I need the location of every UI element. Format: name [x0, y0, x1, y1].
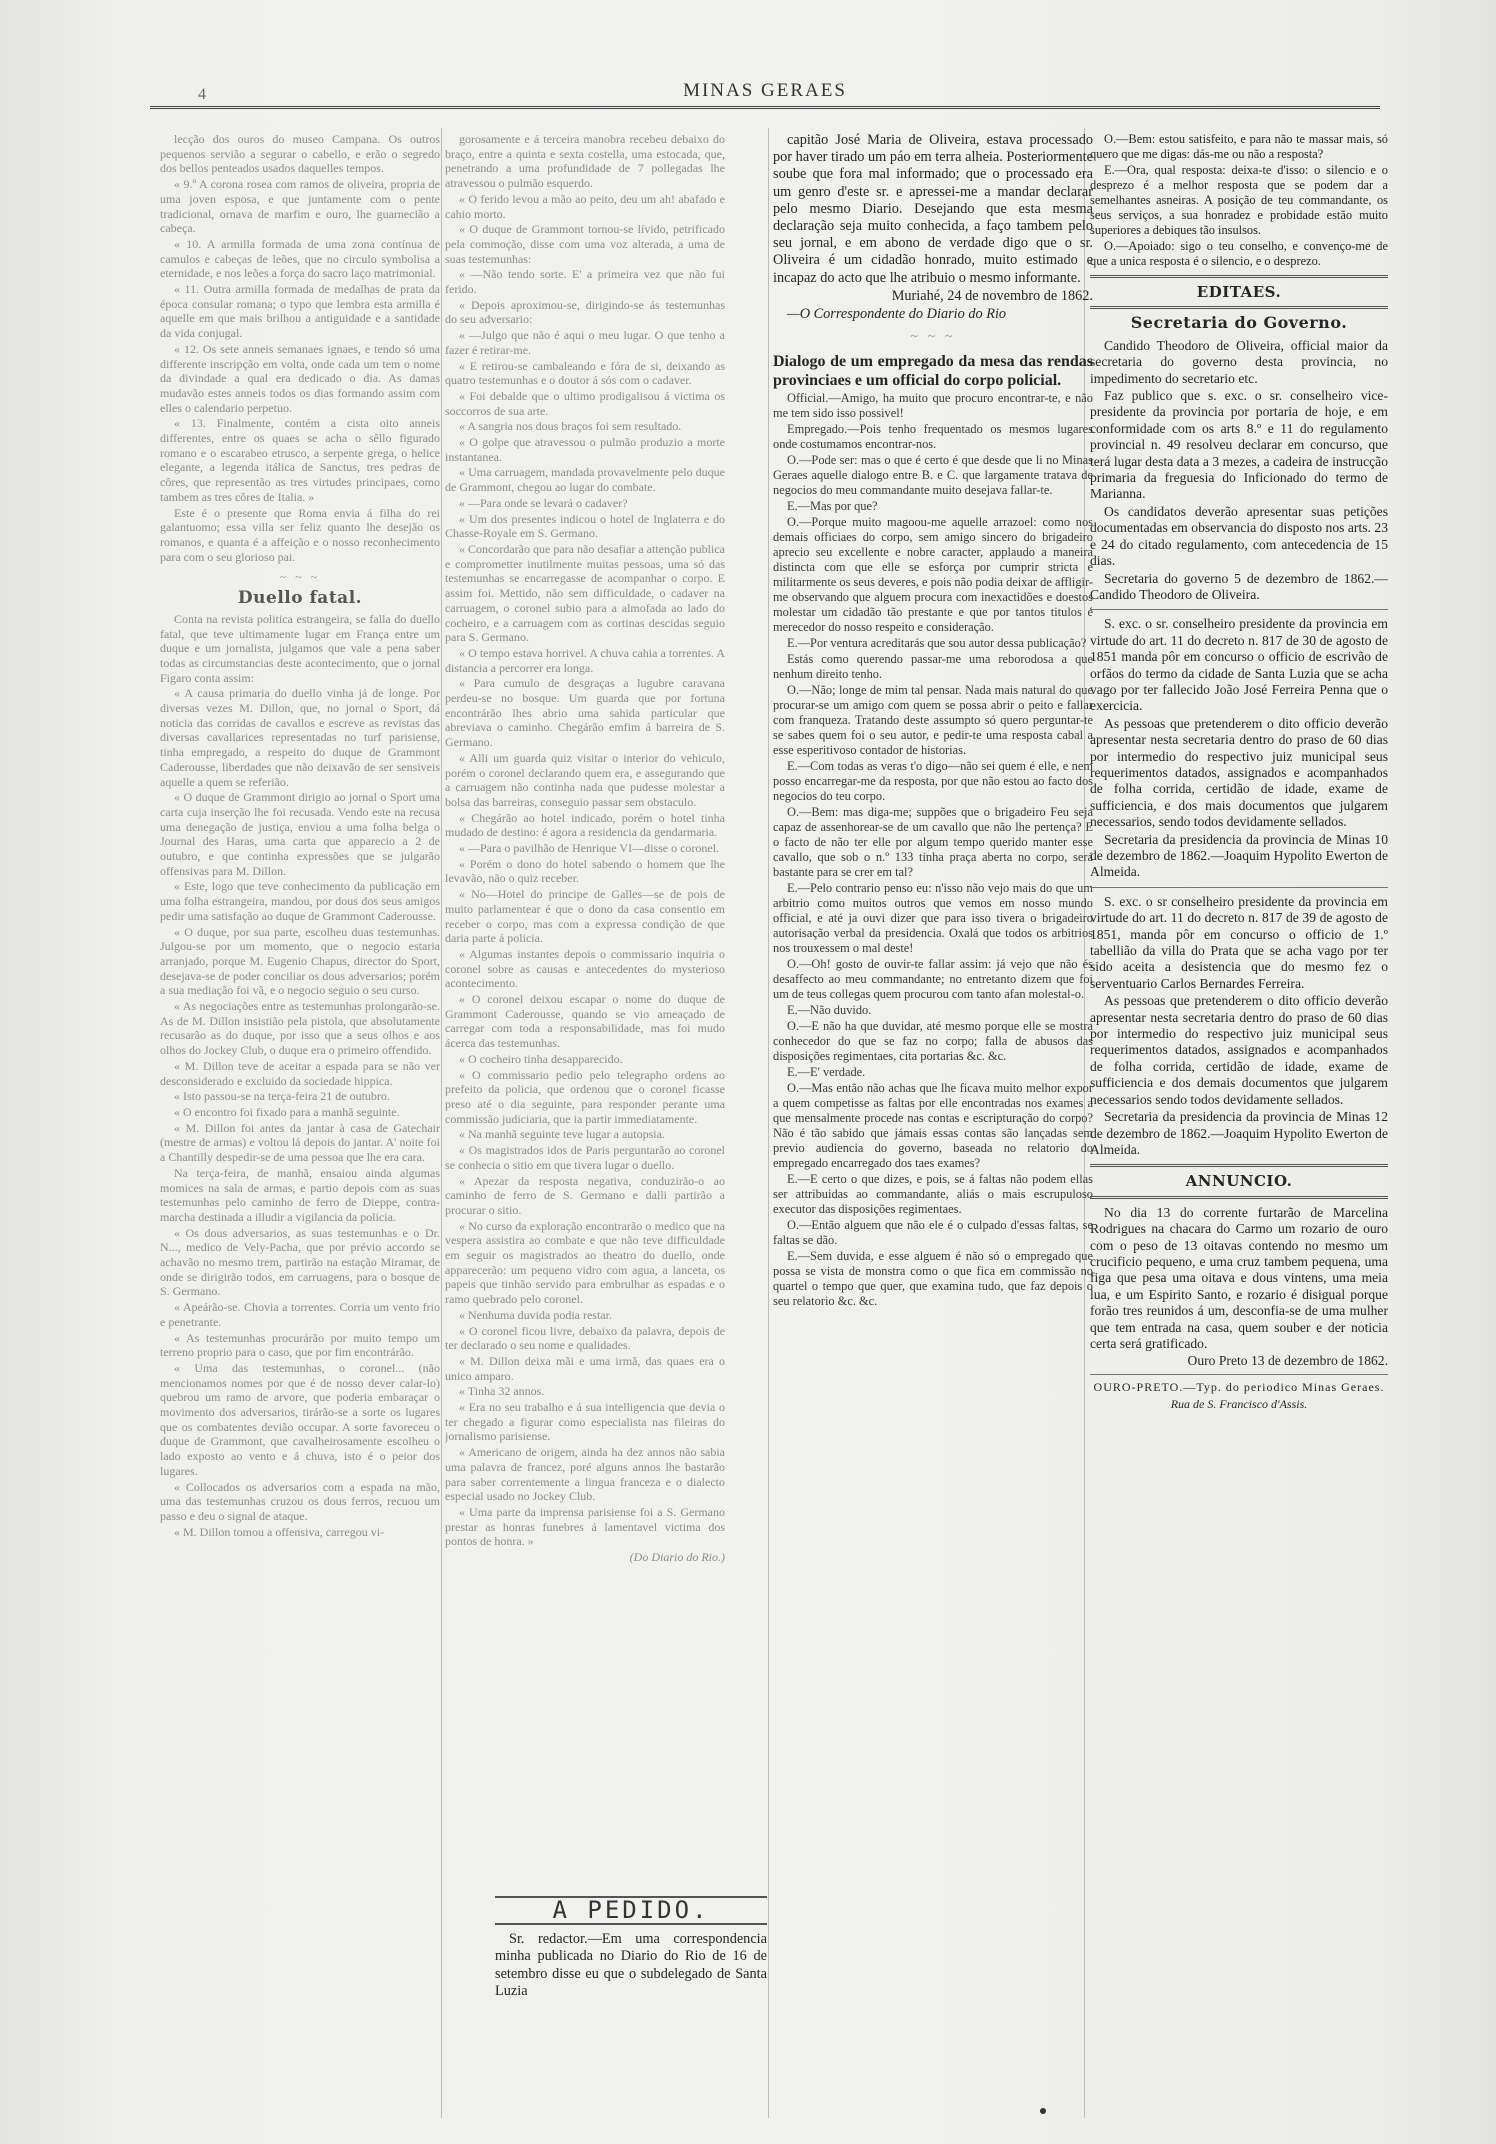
paragraph: Os candidatos deverão apresentar suas petições documentadas em observancia do disposto nos arts. 23 e 24 do citado regulamento, com antecedencia de 15 dias. — [1090, 503, 1388, 569]
paragraph: « M. Dillon teve de aceitar a espada para se não ver desconsiderado e excluido da sociedade hippica. — [160, 1058, 440, 1088]
paragraph: « O duque de Grammont tornou-se lívido, petrificado pela commoção, disse com uma voz alterada, a uma de suas testemunhas: — [445, 222, 725, 266]
paragraph: lecção dos ouros do museo Campana. Os outros pequenos servião a segurar o cabello, e erão o segredo dos bellos penteados usados daquelles tempos. — [160, 132, 440, 176]
paragraph: O.—Não; longe de mim tal pensar. Nada mais natural do que procurar-se um amigo com quem se possa abrir o peito e fallar com franqueza. Tratando deste assumpto só quero perguntar-te se sabes quem foi o seu autor, e pedir-te uma resposta cabal a esse esperitivoso contador de historias. — [773, 683, 1093, 758]
article-heading: Duello fatal. — [237, 588, 363, 609]
a-pedido-title: A PEDIDO. — [495, 1896, 767, 1925]
column-4 — [1090, 132, 1388, 2122]
paragraph: O.—Pode ser: mas o que é certo é que desde que li no Minas Geraes aquelle dialogo entre B. e C. que largamente tratava de negocios do meu commandante muito desejava fallar-te. — [773, 453, 1093, 498]
edital-2 — [1090, 616, 1388, 881]
paragraph: « Foi debalde que o ultimo prodigalisou á victima os soccorros de sua arte. — [445, 388, 725, 418]
paragraph: « Os magistrados idos de Paris perguntarão ao coronel se conhecia o sitio em que tivera lugar o duello. — [445, 1143, 725, 1172]
paragraph: « —Para onde se levará o cadaver? — [459, 495, 628, 510]
paragraph: « Algumas instantes depois o commissario inquiria o coronel sobre as causas e antecedentes do mysterioso acontecimento. — [445, 946, 725, 991]
paragraph: « Alli um guarda quiz visitar o interior do vehiculo, porém o coronel declarando quem era, e assegurando que a carruagem não continha nada que pudesse molestar a bolsa das barreiras, conseguio passar sem obstaculo. — [445, 750, 725, 809]
newspaper-title: MINAS GERAES — [683, 80, 847, 101]
paragraph: As pessoas que pretenderem o dito officio deverão apresentar nesta secretaria dentro do praso de 60 dias por intermedio do respectivo juiz municipal seus requerimentos datados, assignados e acompanhados de folha corrida, certidão de idade, exame de sufficiencia, e dos mais documentos que julgarem necessarios, sendo todos devidamente sellados. — [1090, 715, 1388, 830]
paragraph: capitão José Maria de Oliveira, estava processado por haver tirado um páo em terra alheia. Posteriormente soube que fora mal informado; que o processado era um genro d'este sr. e apressei-me a mandar declarar pelo mesmo Diario. Desejando que esta mesma declaração seja muito conhecida, a faço tambem pelo seu jornal, e em abono de verdade digo que o sr. Oliveira é um cidadão honrado, muito estimado e incapaz do acto que lhe atribuio o mesmo informante. — [773, 132, 1093, 286]
paragraph: E.—Mas por que? — [787, 499, 878, 514]
paragraph: Faz publico que s. exc. o sr. conselheiro vice-presidente da provincia por portaria de hoje, e em conformidade com os arts 8.º e 11 do regulamento provincial n. 49 resolveu declarar em concurso, que terá lugar desta data a 3 mezes, a cadeira de instrucção primaria da freguesia do Inficionado do termo de Marianna. — [1090, 388, 1388, 502]
paragraph: « Chegárão ao hotel indicado, porém o hotel tinha mudado de destino: é agora a residencia da gendarmaria. — [445, 810, 725, 840]
paragraph: E.—Não duvido. — [787, 1003, 872, 1018]
column-1 — [160, 132, 440, 2112]
paragraph: « O tempo estava horrivel. A chuva cahia a torrentes. A distancia a percorrer era longa. — [445, 645, 725, 675]
paragraph: O.—E não ha que duvidar, até mesmo porque elle se mostra conhecedor do que se faz no corpo; falla de abusos das disposições regimentaes, cita portarias &c. &c. — [773, 1019, 1093, 1064]
paragraph: « Tinha 32 annos. — [459, 1384, 545, 1399]
column-2 — [445, 132, 725, 2017]
imprint: OURO-PRETO.—Typ. do periodico Minas Geraes. — [1093, 1379, 1385, 1394]
imprint-address: Rua de S. Francisco d'Assis. — [1170, 1397, 1308, 1412]
paragraph: Secretaria da presidencia da provincia de Minas 12 de dezembro de 1862.—Joaquim Hypolito Ewerton de Almeida. — [1090, 1109, 1388, 1157]
paragraph: As pessoas que pretenderem o dito officio deverão apresentar nesta secretaria dentro do praso de 60 dias por intermedio do respectivo juiz municipal seus requerimentos datados, assignados e acompanhados de folha corrida, certidão de idade, exame de sufficiencia e dos demais documentos que julgarem necessarios sendo todos devidamente sellados. — [1090, 993, 1388, 1107]
paragraph: « A sangria nos dous braços foi sem resultado. — [459, 419, 682, 434]
paragraph: « Uma das testemunhas, o coronel... (não mencionamos nomes por que é de nosso dever calar-lo) quebrou um ramo de arvore, que poderia embaraçar o movimento dos adversarios, tirárão-se a sorte os lugares que os combatentes devião occupar. A sorte favoreceu o duque de Grammont, que cavalheirosamente escolheu o lado exposto ao vento e á chuva, isto é o peior dos lugares. — [160, 1360, 440, 1478]
divider — [1090, 609, 1388, 610]
paragraph: Conta na revista politica estrangeira, se falla do duello fatal, que teve ultimamente lugar em França entre um duque e um jornalista, julgamos que vale a pena saber todas as circumstancias deste acontecimento, que o jornal Figaro conta assim: — [160, 611, 440, 685]
edital-3 — [1090, 894, 1388, 1159]
paragraph: « Apeárão-se. Chovia a torrentes. Corria um vento frio e penetrante. — [160, 1300, 440, 1329]
paragraph: O.—Oh! gosto de ouvir-te fallar assim: já vejo que não és desaffecto ao meu commandante; no entretanto dizem que foi um de teus collegas quem procurou com tanto afan molestal-o. — [773, 957, 1093, 1002]
paragraph: E.—Por ventura acreditarás que sou autor dessa publicação? — [787, 636, 1087, 651]
paragraph: gorosamente e á terceira manobra recebeu debaixo do braço, entre a quinta e sexta costella, uma estocada, que, penetrando a uma profundidade de 7 pollegadas lhe atravessou o pulmão esquerdo. — [445, 132, 725, 191]
paragraph: E.—Ora, qual resposta: deixa-te d'isso: o silencio e o desprezo é a melhor resposta que se podem dar a semelhantes asneiras. A posição de teu commandante, os seus serviços, a sua honradez e probidade estão muito superiores a debiques tão insulsos. — [1090, 163, 1388, 237]
dialogue-end — [1090, 132, 1388, 269]
paragraph: Secretaria da presidencia da provincia de Minas 10 de dezembro de 1862.—Joaquim Hypolito Ewerton de Almeida. — [1090, 831, 1388, 880]
dialogue-heading: Dialogo de um empregado da mesa das rendas provinciaes e um official do corpo policial. — [773, 353, 1093, 390]
paragraph: « As testemunhas procurárão por muito tempo um terreno proprio para o caso, que por fim encontrárão. — [160, 1330, 440, 1360]
paragraph: « 12. Os sete anneis semanaes ignaes, e tendo só uma differente inscripção em volta, onde cada um tem o nome da divindade a qual era dedicado o dia. As damas mudavão estes anneis todos os dias formando assim com elles o calendario perpetuo. — [160, 341, 440, 415]
ornament-divider: ~ ~ ~ — [910, 329, 956, 346]
paragraph: E.—Pelo contrario penso eu: n'isso não vejo mais do que um arbitrio como muitos outros que vemos em nosso mundo official, e até ja ouvi dizer que para isso tivera o brigadeiro autorisação verbal da presidencia. Oxalá que todos os arbitrios nos trouxessem o mal deste! — [773, 881, 1093, 956]
paragraph: « O commissario pedio pelo telegrapho ordens ao prefeito da policia, que ordenou que o coronel ficasse preso até o dia seguinte, para responder perante uma commissão judiciaria, que ia partir immediatamente. — [445, 1067, 725, 1126]
paragraph: « M. Dillon foi antes da jantar à casa de Gatechair (mestre de armas) e voltou lá depois do jantar. A' noite foi a Chantilly despedir-se de uma pessoa que lhe era cara. — [160, 1120, 440, 1165]
paragraph: « E retirou-se cambaleando e fóra de si, deixando as quatro testemunhas e o doutor á sós com o cadaver. — [445, 358, 725, 388]
paragraph: « Uma carruagem, mandada provavelmente pelo duque de Grammont, chegou ao lugar do combate. — [445, 465, 725, 495]
masthead-rule — [150, 106, 1380, 109]
paragraph: « No curso da exploração encontrarão o medico que na vespera assistira ao combate e que não teve difficuldade em seguir os magistrados ao theatro do duello, onde apparecerão: um pequeno vidro com agua, a lanceta, os papeis que tinhão servido para embrulhar as espadas e o ramo quebrado pelo coronel. — [445, 1218, 725, 1307]
paragraph: Secretaria do governo 5 de dezembro de 1862.—Candido Theodoro de Oliveira. — [1090, 570, 1388, 602]
annuncio-date: Ouro Preto 13 de dezembro de 1862. — [1187, 1353, 1388, 1369]
paragraph: « 11. Outra armilla formada de medalhas de prata da época consular romana; o typo que lembra esta armilla é aquelle em que mais brilhou a antiguidade e a santidade da vida conjugal. — [160, 282, 440, 341]
paragraph: « —Não tendo sorte. E' a primeira vez que não fui ferido. — [445, 267, 725, 297]
paragraph: Este é o presente que Roma envia á filha do rei galantuomo; essa villa ser feliz quanto lhe desejão os romanos, e quanta é a affeição e o nosso reconhecimento para com o seu glorioso pai. — [160, 505, 440, 564]
paragraph: S. exc. o sr conselheiro presidente da provincia em virtude do art. 11 do decreto n. 817 de 39 de agosto de 1851, manda pôr em concurso o officio de 1.º tabellião da villa do Prata que se acha vago por ter sido aceita a desistencia que do mesmo fez o serventuario Carlos Bernardes Ferreira. — [1090, 893, 1388, 991]
place-date: Muriahé, 24 de novembro de 1862. — [891, 287, 1093, 304]
divider — [1090, 1374, 1388, 1375]
masthead — [150, 72, 1380, 112]
annuncio-title: ANNUNCIO. — [1185, 1172, 1293, 1191]
paragraph: « Americano de origem, ainda ha dez annos não sabia uma palavra de francez, poré alguns annos lhe bastarão para saber correntemente a lingua franceza e o dialecto especial usado no Jockey Club. — [445, 1445, 725, 1504]
paragraph: « Uma parte da imprensa parisiense foi a S. Germano prestar as honras funebres á lamentavel victima dos pontos de honra. » — [445, 1504, 725, 1549]
paragraph: « Porém o dono do hotel sabendo o homem que lhe levavão, não o quiz receber. — [445, 856, 725, 886]
paragraph: « Este, logo que teve conhecimento da publicação em uma folha estrangeira, mandou, por dous dos seus amigos pedir uma satisfação ao duque de Grammont Caderousse. — [160, 879, 440, 923]
paragraph: « Isto passou-se na terça-feira 21 de outubro. — [174, 1089, 390, 1104]
editaes-title: EDITAES. — [1196, 283, 1282, 301]
paragraph: « Os dous adversarios, as suas testemunhas e o Dr. N..., medico de Vely-Pacha, que por prévio accordo se achavão no mesmo trem, partirão na estação Miramar, de onde se dirigirão todos, em carruagens, para o bosque de S. Germano. — [160, 1225, 440, 1299]
paragraph: « 9.º A corona rosea com ramos de oliveira, propria de uma joven esposa, e que juntamente com o pente tradicional, ornava de marfim e ouro, lhe guarnecião a cabeça. — [160, 177, 440, 236]
paragraph: Candido Theodoro de Oliveira, official maior da secretaria do governo desta provincia, no impedimento do secretario etc. — [1090, 337, 1388, 386]
section-rule — [1090, 1164, 1388, 1167]
secretaria-heading: Secretaria do Governo. — [1130, 313, 1348, 333]
paragraph: « Nenhuma duvida podia restar. — [459, 1307, 612, 1322]
paragraph: O.—Bem: mas diga-me; suppões que o brigadeiro Feu seja capaz de assenhorear-se de um cavallo que não lhe pertença? E o facto de não ter elle por algum tempo querido manter esse cavallo, que sob o n.º 133 tinha praça aberta no corpo, será bastante para se crer em tal? — [773, 805, 1093, 880]
article-body — [160, 612, 440, 1540]
paragraph: « Depois aproximou-se, dirigindo-se ás testemunhas do seu adversario: — [445, 297, 725, 327]
paragraph: Na terça-feira, de manhã, ensaiou ainda algumas momices na sala de armas, e partio depois com as suas testemunhas pelo caminho de ferro de Dieppe, contra-marcha destinada a illudir a vigilancia da policia. — [160, 1165, 440, 1224]
paragraph: E.—Sem duvida, e esse alguem é não só o empregado que possa se vista de monstra como o que fica em commissão no quartel o tempo que quer, que examina tudo, que faz depois o seu relatorio &c. &c. — [773, 1249, 1093, 1309]
column-divider — [768, 128, 769, 2118]
paragraph: « Na manhã seguinte teve lugar a autopsia. — [459, 1127, 665, 1142]
paragraph: « Um dos presentes indicou o hotel de Inglaterra e do Chasse-Royale em S. Germano. — [445, 511, 725, 541]
edital-1 — [1090, 338, 1388, 604]
paragraph: « O duque de Grammont dirigio ao jornal o Sport uma carta cuja inserção lhe foi recusada. Vendo este na recusa uma denegação de justiça, enviou a uma folha belga o Journal des Haras, uma carta que apparecio a 2 de outubro, e que continha expressões que se julgarão offensivas para M. Dillon. — [160, 790, 440, 878]
section-rule — [1090, 1196, 1388, 1199]
paragraph: O.—Apoiado: sigo o teu conselho, e convenço-me de que a unica resposta é o silencio, e o desprezo. — [1090, 239, 1388, 268]
paragraph: « 10. A armilla formada de uma zona contínua de camulos e cabeças de leões, que no circulo symbolisa a eternidade, e nos leões a força do sacro laço matrimonial. — [160, 236, 440, 281]
dialogue-body — [773, 391, 1093, 1309]
paragraph: E.—E' verdade. — [787, 1065, 866, 1080]
paragraph: O.—Então alguem que não ele é o culpado d'essas faltas, se faltas se dão. — [773, 1218, 1093, 1248]
paragraph: « 13. Finalmente, contém a cista oito anneis differentes, entre os quaes se acha o sêllo figurado romano e o escarabeo etrusco, a serpente grega, o helice elegante, a legenda itálica de Sanctus, tres pedras de côres, que representão as tres virtudes principaes, como tambem as tres côres de Italia. » — [160, 416, 440, 504]
a-pedido-section — [495, 1890, 767, 2130]
section-rule — [1090, 275, 1388, 278]
page-number: 4 — [198, 86, 206, 103]
paragraph: « O ferido levou a mão ao peito, deu um ah! abafado e cahio morto. — [445, 191, 725, 221]
signature: —O Correspondente do Diario do Rio — [787, 306, 1007, 323]
ornament-divider: ~ ~ ~ — [279, 570, 321, 585]
paragraph: « Era no seu trabalho e á sua intelligencia que devia o ter chegado a figurar como especialista nas fileiras do jornalismo parisiense. — [445, 1400, 725, 1444]
paragraph: « O golpe que atravessou o pulmão produzio a morte instantanea. — [445, 435, 725, 464]
paragraph: « O cocheiro tinha desapparecido. — [459, 1051, 623, 1066]
ink-speck — [1040, 2108, 1046, 2114]
paragraph: « O coronel ficou livre, debaixo da palavra, depois de ter declarado o seu nome e qualidades. — [445, 1323, 725, 1353]
paragraph: « Apezar da resposta negativa, conduzirão-o ao caminho de ferro de S. Germano e dalli partirão a procurar o sitio. — [445, 1173, 725, 1217]
paragraph: Official.—Amigo, ha muito que procuro encontrar-te, e não me tem sido isso possivel! — [773, 391, 1093, 421]
divider — [1090, 887, 1388, 888]
paragraph: « Para cumulo de desgraças a lugubre caravana perdeu-se no bosque. Um guarda que por fortuna encontrárão lhes abrio uma sahida particular que abreviava o caminho. Chegárão emfim á barreira de S. Germano. — [445, 676, 725, 750]
attribution: (Do Diario do Rio.) — [629, 1550, 725, 1565]
paragraph: O.—Porque muito magoou-me aquelle arrazoel: como nos demais officiaes do corpo, sem amigo sincero do brigadeiro aprecio seu excellente e nobre caracter, applaudo a maneira distincta com que elle se esforça por cumprir stricta e militarmente os seus deveres, e pois não podia deixar de affligir-me observando que alguem procura com inexactidões e doestos molestar um cidadão tão prestante e que por tantos titulos é merecedor do nosso respeito e consideração. — [773, 515, 1093, 635]
column-1-text — [160, 132, 440, 564]
paragraph: « A causa primaria do duello vinha já de longe. Por diversas vezes M. Dillon, que, no jornal o Sport, dá noticia das corridas de cavallos e escreve as revistas das diversas cavallarices representadas no turf parisiense, tinha empregado, a respeito do duque de Grammont Caderousse, liberdades que não deixavão de ser sensiveis aquelle a quem se referião. — [160, 686, 440, 789]
paragraph: « O duque, por sua parte, escolheu duas testemunhas. Julgou-se por um momento, que o negocio estaria arranjado, porque M. Eugenio Chapus, director do Sport, desejava-se de poder conciliar os dous adversarios; porém a sua mediação foi vã, e o negocio seguio o seu curso. — [160, 924, 440, 998]
paragraph: « O encontro foi fixado para a manhã seguinte. — [174, 1105, 400, 1119]
paragraph: « —Para o pavilhão de Henrique VI—disse o coronel. — [459, 841, 720, 856]
annuncio-text: No dia 13 do corrente furtarão de Marcelina Rodrigues na chacara do Carmo um rozario de ouro com o peso de 13 oitavas contendo no mesmo um crucificio pequeno, e uma cruz tambem pequena, uma figa que pesa uma oitava e dous vintens, uma meia lua, e um Espirito Santo, e rozario é disigual porque forão tres reunidos á um, desconfia-se de uma mulher que tem entrada na casa, quem souber e der noticia certa será gratificado. — [1090, 1204, 1388, 1351]
paragraph: « Collocados os adversarios com a espada na mão, uma das testemunhas cruzou os dous ferros, recuou um passo e deu o signal de ataque. — [160, 1479, 440, 1523]
paragraph: Sr. redactor.—Em uma correspondencia minha publicada no Diario do Rio de 16 de setembro disse eu que o subdelegado de Santa Luzia — [495, 1931, 767, 1999]
paragraph: E.—E certo o que dizes, e pois, se á faltas não podem ellas ser attribuidas ao commandante, aliás o mais escrupuloso executor das disposições regimentaes. — [773, 1172, 1093, 1217]
column-divider — [441, 128, 442, 2118]
paragraph: « No—Hotel do principe de Galles—se de pois de muito parlamentear é que o dono da casa consentio em receber o corpo, mas com a expressa condição de que daria parte á policia. — [445, 887, 725, 946]
column-3 — [773, 132, 1093, 2122]
paragraph: « O coronel deixou escapar o nome do duque de Grammont Caderousse, quando se vio ameaçado de carregar com toda a responsabilidade, mas foi mudo ácerca das testemunhas. — [445, 992, 725, 1051]
paragraph: « M. Dillon tomou a offensiva, carregou vi- — [174, 1524, 385, 1539]
section-rule — [1090, 306, 1388, 309]
paragraph: « As negociações entre as testemunhas prolongarão-se. As de M. Dillon insistião pela pistola, que absolutamente recusarão as do duque, por isso que a seus olhos e aos olhos do Jockey Club, o duque era o primeiro offendido. — [160, 999, 440, 1058]
paragraph: O.—Bem: estou satisfeito, e para não te massar mais, só quero que me digas: dás-me ou não a resposta? — [1090, 132, 1388, 161]
paragraph: Estás como querendo passar-me uma reborodosa a que nenhum direito tenho. — [773, 652, 1093, 682]
paragraph: « M. Dillon deixa mãi e uma irmã, das quaes era o unico amparo. — [445, 1353, 725, 1383]
paragraph: « Concordarão que para não desafiar a attenção publica e comprometter inutilmente muitas pessoas, uma só das testemunhas se encarregasse de acompanhar o corpo. E assim foi. Mettido, não sem difficuldade, o cadaver na carruagem, o coronel subio para a almofada ao lado do cocheiro, e a carruagem com as cortinas descidas seguio para S. Germano. — [445, 541, 725, 645]
paragraph: Empregado.—Pois tenho frequentado os mesmos lugares onde costumamos encontrar-nos. — [773, 422, 1093, 452]
paragraph: O.—Mas então não achas que lhe ficava muito melhor expor a quem competisse as faltas por elle encontradas nos exames a que mensalmente procede nas contas e escripturação do corpo? Não é tão sabido que jámais essas contas são lançadas sem previo audiencia do governo, baseada no relatorio do empregado encarregado dos taes exames? — [773, 1081, 1093, 1171]
paragraph: E.—Com todas as veras t'o digo—não sei quem é elle, e nem posso encarregar-me da resposta, por que não estou ao facto dos negocios do teu corpo. — [773, 759, 1093, 804]
paragraph: S. exc. o sr. conselheiro presidente da provincia em virtude do art. 11 do decreto n. 817 de 30 de agosto de 1851 manda pôr em concurso o officio de escrivão de orfãos do termo da cidade de Santa Luzia que se acha vago por ter fallecido João José Ferreira Penna que o exercicia. — [1090, 616, 1388, 714]
paragraph: « —Julgo que não é aqui o meu lugar. O que tenho a fazer é retirar-me. — [445, 328, 725, 357]
